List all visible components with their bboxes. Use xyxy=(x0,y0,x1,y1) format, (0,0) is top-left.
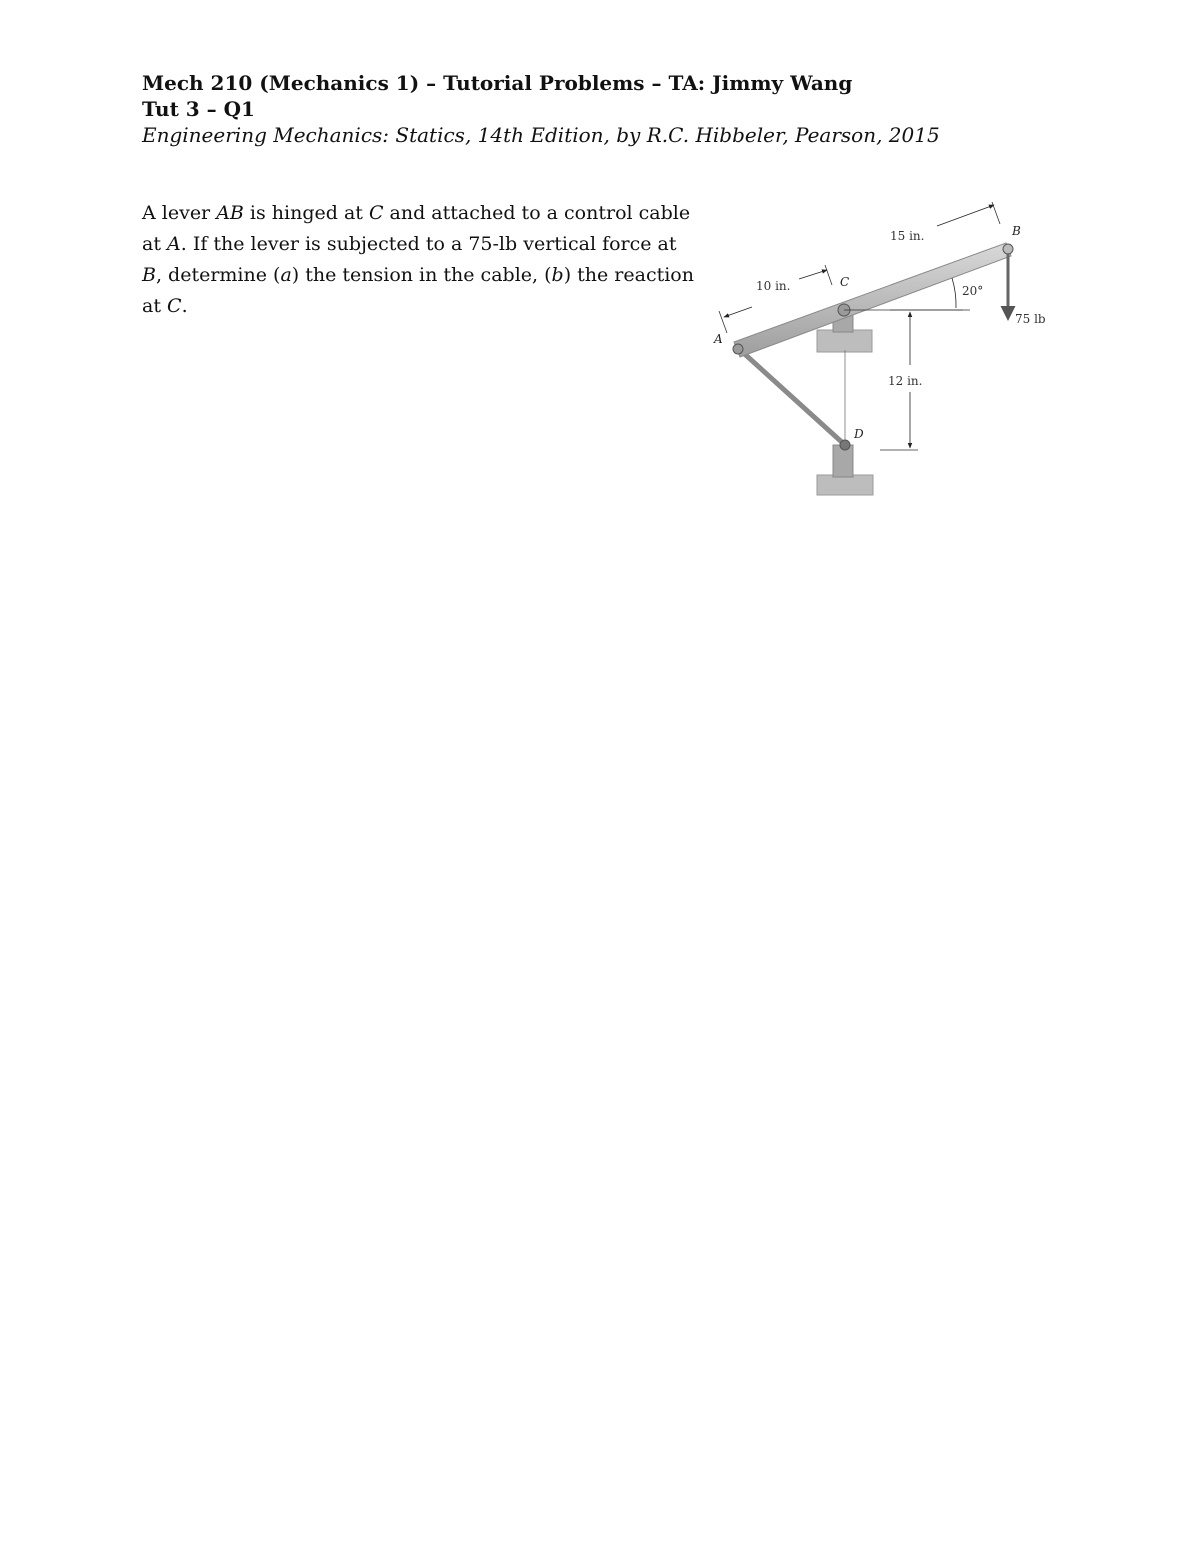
label-a: A xyxy=(714,332,723,346)
pin-d xyxy=(840,440,850,450)
dim-10-arrow-right xyxy=(799,270,827,279)
dim-10-ext-a xyxy=(719,311,727,333)
label-c: C xyxy=(840,275,850,289)
label-d: D xyxy=(854,427,864,441)
angle-label: 20° xyxy=(962,284,984,298)
angle-arc xyxy=(952,278,956,308)
course-title: Mech 210 (Mechanics 1) – Tutorial Problems – TA: Jimmy Wang xyxy=(142,71,853,95)
pin-a xyxy=(733,344,743,354)
force-label: 75 lb xyxy=(1015,312,1046,326)
lever-diagram-svg xyxy=(700,190,1060,510)
document-header xyxy=(142,70,1042,148)
dim-10-ext-c xyxy=(825,265,832,285)
label-b: B xyxy=(1012,224,1021,238)
pin-b xyxy=(1003,244,1013,254)
textbook-reference: Engineering Mechanics: Statics, 14th Edition, by R.C. Hibbeler, Pearson, 2015 xyxy=(142,123,940,147)
problem-statement: A lever AB is hinged at C and attached to a control cable at A. If the lever is subjected to a 75-lb vertical force at B, determine (a) the tension in the cable, (b) the reaction at C. xyxy=(142,202,694,317)
support-d xyxy=(817,445,873,495)
dim-10-arrow-left xyxy=(724,307,752,317)
dim-15-arrow-right xyxy=(937,205,994,226)
lever-diagram xyxy=(700,190,1060,510)
dim-10-label: 10 in. xyxy=(756,279,791,293)
control-cable xyxy=(738,348,845,445)
dim-15-label: 15 in. xyxy=(890,229,925,243)
dim-12-label: 12 in. xyxy=(888,374,923,388)
question-id: Tut 3 – Q1 xyxy=(142,97,255,121)
